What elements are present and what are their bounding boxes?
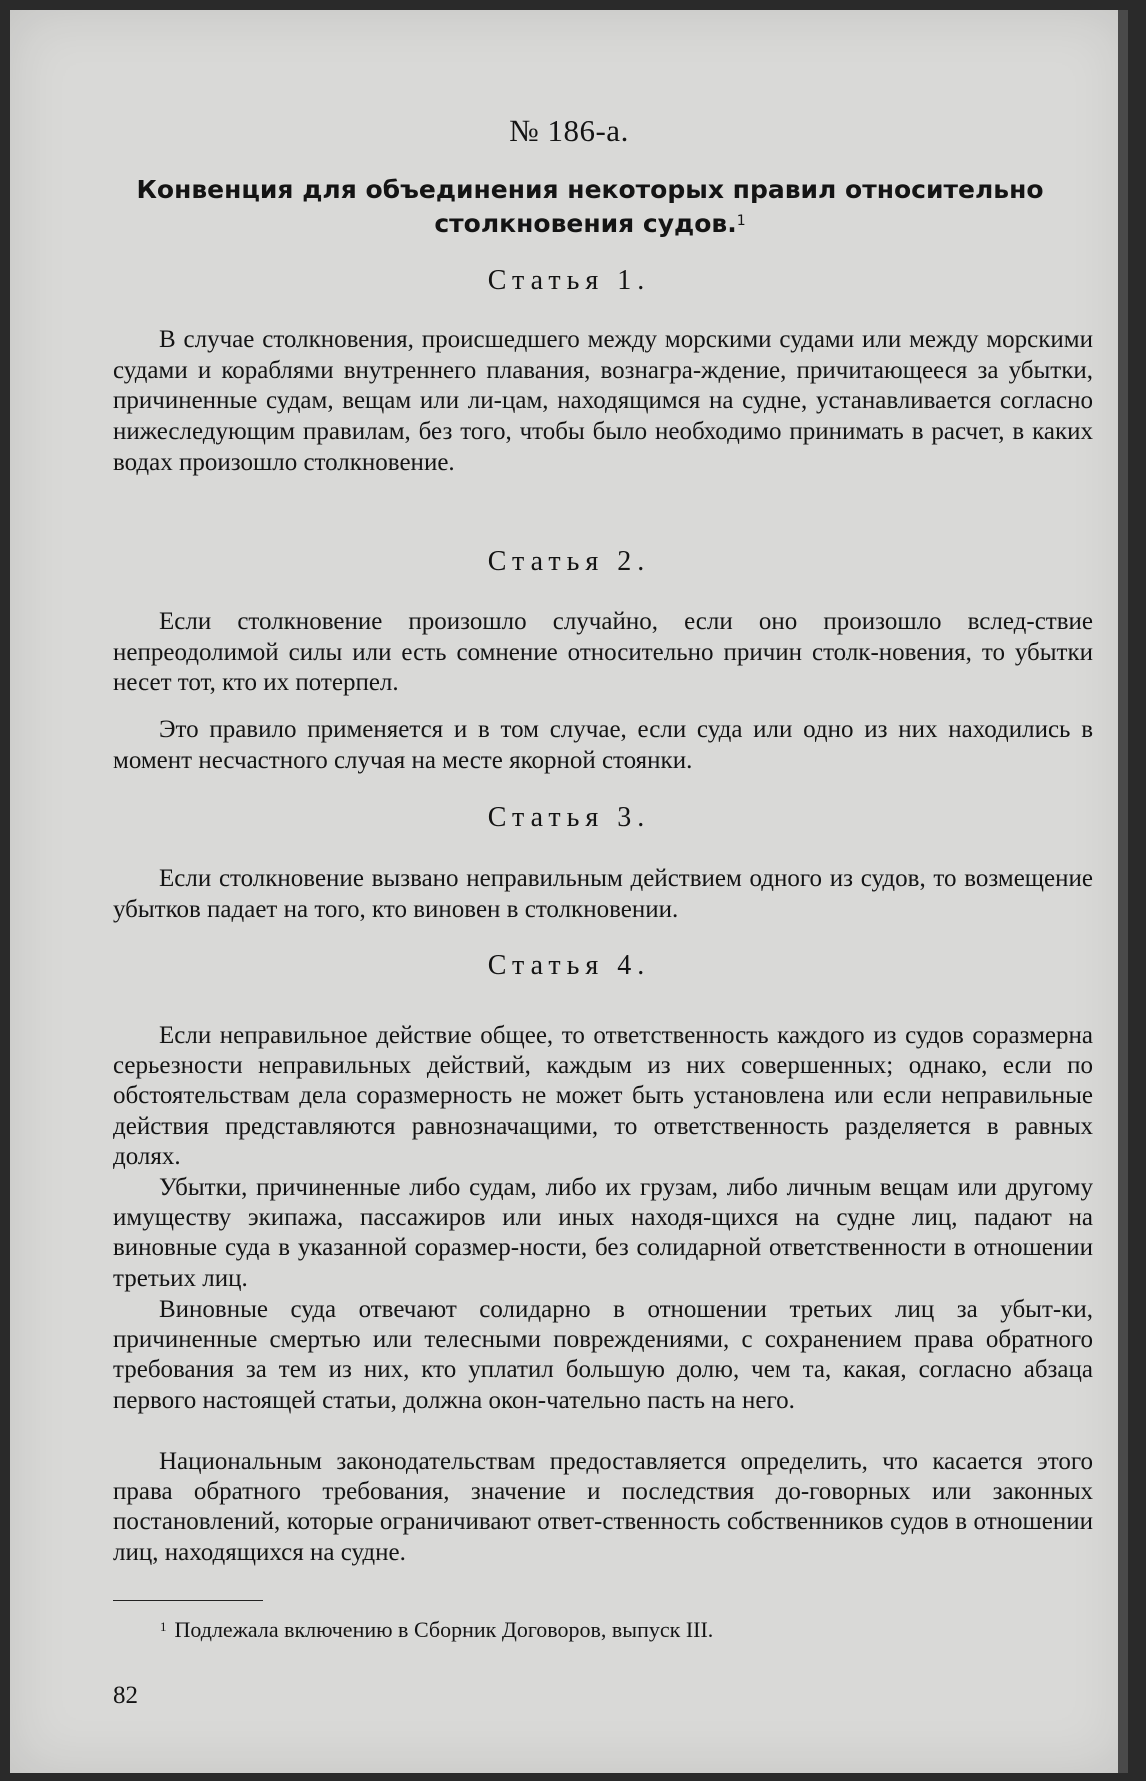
article-3-paragraph-1: Если столкновение вызвано неправильным действием одного из судов, то возмещение убытков падает на того, кто виновен в столкновении. bbox=[113, 865, 1093, 923]
footnote-divider bbox=[113, 1600, 263, 1601]
title-footnote-mark: 1 bbox=[736, 213, 746, 229]
footnote bbox=[160, 1617, 940, 1643]
document-title bbox=[110, 173, 1070, 241]
document-number: № 186-а. bbox=[509, 113, 629, 148]
article-4-paragraph-4: Национальным законодательствам предоставляется определить, что касается этого права обратного требования, значение и последствия до-говорных или законных постановлений, которые ограничивают ответ-ственность собственников судов в отношении лиц, находящихся на судне. bbox=[113, 1448, 1093, 1566]
article-1-paragraph-1: В случае столкновения, происшедшего между морскими судами или между морскими судами и кораблями внутреннего плавания, вознагра-ждение, причитающееся за убытки, причиненные судам, вещам или ли-цам, находящимся на судне, устанавливается согласно нижеследующим правилам, без того, чтобы было необходимо принимать в расчет, в каких водах произошло столкновение. bbox=[113, 326, 1093, 476]
title-line-2: столкновения судов. bbox=[434, 209, 737, 238]
article-4-paragraph-3: Виновные суда отвечают солидарно в отношении третьих лиц за убыт-ки, причиненные смертью или телесными повреждениями, с сохранением права обратного требования за тем из них, кто уплатил большую долю, чем та, какая, согласно абзаца первого настоящей статьи, должна окон-чательно пасть на него. bbox=[113, 1296, 1093, 1414]
article-4-heading: Статья 4. bbox=[487, 950, 651, 981]
article-4-paragraph-1: Если неправильное действие общее, то ответственность каждого из судов соразмерна серьезности неправильных действий, каждым из них совершенных; однако, если по обстоятельствам дела соразмерность не может быть установлена или если неправильные действия представляются равнозначащими, то ответственность разделяется в равных долях. bbox=[113, 1022, 1093, 1170]
article-2-paragraph-2: Это правило применяется и в том случае, если суда или одно из них находились в момент несчастного случая на месте якорной стоянки. bbox=[113, 716, 1093, 774]
article-2-heading: Статья 2. bbox=[487, 546, 651, 577]
footnote-mark: 1 bbox=[160, 1619, 167, 1634]
title-line-1: Конвенция для объединения некоторых правил относительно bbox=[136, 175, 1044, 204]
document-page bbox=[10, 10, 1128, 1773]
article-3-heading: Статья 3. bbox=[487, 802, 651, 833]
footnote-text: Подлежала включению в Сборник Договоров, выпуск III. bbox=[174, 1617, 714, 1642]
page-number: 82 bbox=[113, 1682, 138, 1709]
article-1-heading: Статья 1. bbox=[487, 265, 651, 296]
article-4-paragraph-2: Убытки, причиненные либо судам, либо их грузам, либо личным вещам или другому имуществу экипажа, пассажиров или иных находя-щихся на судне лиц, падают на виновные суда в указанной соразмер-ности, без солидарной ответственности в отношении третьих лиц. bbox=[113, 1174, 1093, 1292]
article-2-paragraph-1: Если столкновение произошло случайно, если оно произошло вслед-ствие непреодолимой силы или есть сомнение относительно причин столк-новения, то убытки несет тот, кто их потерпел. bbox=[113, 608, 1093, 697]
scan-edge bbox=[1118, 10, 1128, 1773]
